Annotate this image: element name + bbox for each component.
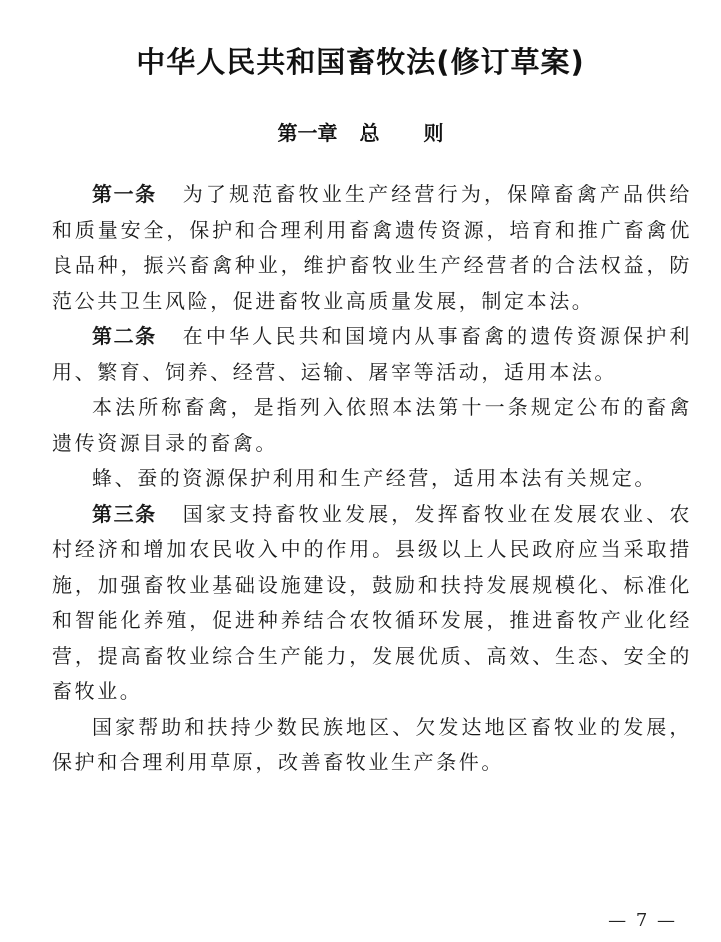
article-paragraph [52, 390, 692, 461]
article-paragraph [52, 710, 692, 781]
chapter-name-part2: 则 [423, 121, 444, 145]
page-number: — 7 — [608, 910, 677, 931]
article-paragraph [52, 497, 692, 710]
chapter-heading [0, 117, 721, 146]
article-text: 本法所称畜禽，是指列入依照本法第十一条规定公布的畜禽遗传资源目录的畜禽。 [52, 395, 692, 455]
article-heading: 第二条 [92, 324, 157, 348]
article-text: 国家帮助和扶持少数民族地区、欠发达地区畜牧业的发展，保护和合理利用草原，改善畜牧业生产条件。 [52, 714, 692, 774]
article-paragraph [52, 319, 692, 390]
article-text: 在中华人民共和国境内从事畜禽的遗传资源保护利用、繁育、饲养、经营、运输、屠宰等活动，适用本法。 [52, 324, 693, 384]
article-heading: 第三条 [92, 501, 157, 526]
chapter-number: 第一章 [277, 121, 338, 145]
article-paragraph [52, 461, 692, 497]
document-body [52, 177, 692, 781]
document-title: 中华人民共和国畜牧法(修订草案) [136, 45, 585, 79]
chapter-name-part1: 总 [359, 121, 380, 145]
article-paragraph [52, 177, 692, 319]
article-text: 国家支持畜牧业发展，发挥畜牧业在发展农业、农村经济和增加农民收入中的作用。县级以上人民政府应当采取措施，加强畜牧业基础设施建设，鼓励和扶持发展规模化、标准化和智能化养殖，促进种养结合农牧循环发展，推进畜牧产业化经营，提高畜牧业综合生产能力，发展优质、高效、生态、安全的畜牧业。 [52, 501, 693, 703]
article-text: 为了规范畜牧业生产经营行为，保障畜禽产品供给和质量安全，保护和合理利用畜禽遗传资源，培育和推广畜禽优良品种，振兴畜禽种业，维护畜牧业生产经营者的合法权益，防范公共卫生风险，促进畜牧业高质量发展，制定本法。 [52, 182, 693, 313]
article-heading: 第一条 [92, 182, 157, 206]
article-text: 蜂、蚕的资源保护利用和生产经营，适用本法有关规定。 [92, 466, 657, 490]
